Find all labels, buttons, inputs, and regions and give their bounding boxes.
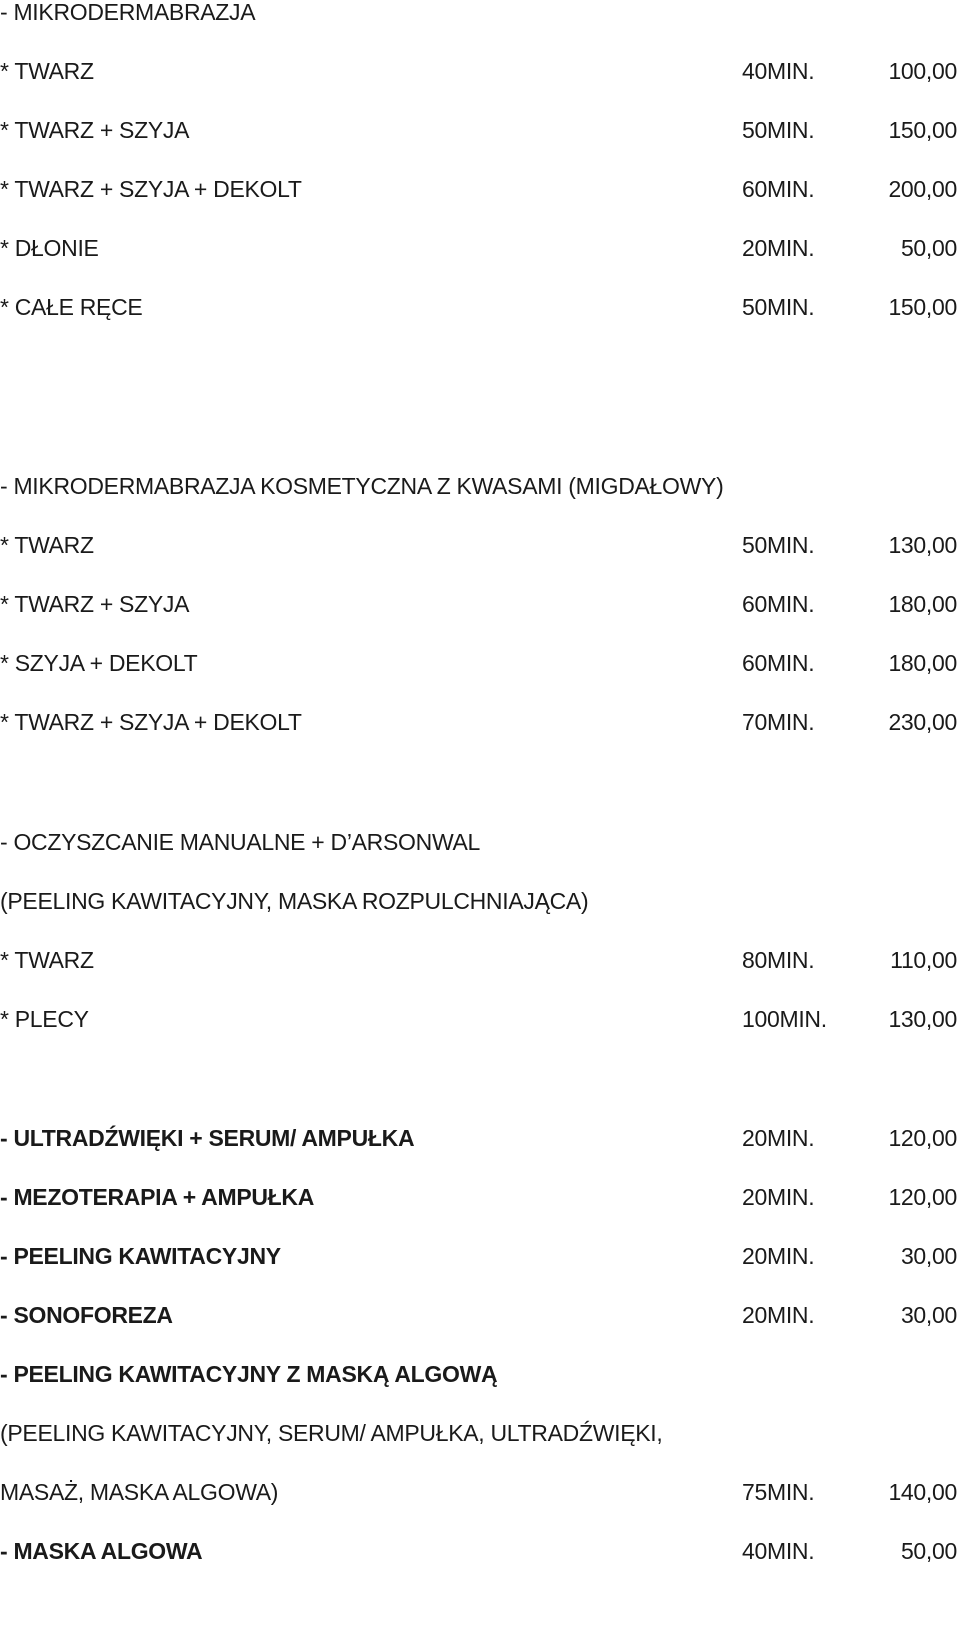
- duration: 20MIN.: [742, 1125, 815, 1151]
- duration: 40MIN.: [742, 1538, 815, 1564]
- price-row: [0, 1472, 960, 1512]
- treatment-label: * TWARZ: [0, 58, 94, 84]
- duration: 20MIN.: [742, 1302, 815, 1328]
- note-text: (PEELING KAWITACYJNY, SERUM/ AMPUŁKA, ULTRADŹWIĘKI,: [0, 1420, 663, 1446]
- price: 120,00: [888, 1184, 957, 1210]
- heading-text: - MIKRODERMABRAZJA: [0, 0, 256, 25]
- price-row: [0, 51, 960, 91]
- treatment-label: * TWARZ: [0, 532, 94, 558]
- section-heading-acid-microdermabrasion: [0, 466, 960, 506]
- section-heading-microdermabrasion: [0, 0, 960, 32]
- price-row: [0, 999, 960, 1039]
- price: 50,00: [900, 1538, 957, 1564]
- heading-text: - PEELING KAWITACYJNY Z MASKĄ ALGOWĄ: [0, 1361, 498, 1387]
- note-text: (PEELING KAWITACYJNY, MASKA ROZPULCHNIAJĄCA): [0, 888, 589, 914]
- price-row: [0, 1118, 960, 1158]
- duration: 50MIN.: [742, 294, 815, 320]
- price: 130,00: [888, 532, 957, 558]
- treatment-label: - ULTRADŹWIĘKI + SERUM/ AMPUŁKA: [0, 1125, 415, 1151]
- price-row: [0, 1531, 960, 1571]
- price-row: [0, 228, 960, 268]
- treatment-label: * TWARZ + SZYJA: [0, 591, 190, 617]
- price-row: [0, 940, 960, 980]
- treatment-label: - MASKA ALGOWA: [0, 1538, 203, 1564]
- price: 30,00: [900, 1243, 957, 1269]
- price: 50,00: [900, 235, 957, 261]
- price: 180,00: [888, 591, 957, 617]
- section-heading-manual-cleansing: [0, 822, 960, 862]
- price-row: [0, 643, 960, 683]
- duration: 70MIN.: [742, 709, 815, 735]
- duration: 60MIN.: [742, 176, 815, 202]
- duration: 60MIN.: [742, 650, 815, 676]
- treatment-label: - SONOFOREZA: [0, 1302, 173, 1328]
- treatment-label: * TWARZ + SZYJA + DEKOLT: [0, 176, 302, 202]
- price: 130,00: [888, 1006, 957, 1032]
- price: 200,00: [888, 176, 957, 202]
- note-text: MASAŻ, MASKA ALGOWA): [0, 1479, 279, 1505]
- price: 30,00: [900, 1302, 957, 1328]
- price-row: [0, 1236, 960, 1276]
- section-heading-algae-peeling: [0, 1354, 960, 1394]
- treatment-label: * TWARZ + SZYJA + DEKOLT: [0, 709, 302, 735]
- price-row: [0, 1295, 960, 1335]
- duration: 50MIN.: [742, 117, 815, 143]
- heading-text: - MIKRODERMABRAZJA KOSMETYCZNA Z KWASAMI (MIGDAŁOWY): [0, 473, 724, 499]
- section-note: [0, 1413, 960, 1453]
- duration: 60MIN.: [742, 591, 815, 617]
- price-row: [0, 169, 960, 209]
- price: 100,00: [888, 58, 957, 84]
- treatment-label: * CAŁE RĘCE: [0, 294, 143, 320]
- duration: 40MIN.: [742, 58, 815, 84]
- price: 120,00: [888, 1125, 957, 1151]
- price-row: [0, 110, 960, 150]
- duration: 20MIN.: [742, 235, 815, 261]
- price-row: [0, 702, 960, 742]
- price: 150,00: [888, 294, 957, 320]
- price-row: [0, 1177, 960, 1217]
- treatment-label: - MEZOTERAPIA + AMPUŁKA: [0, 1184, 315, 1210]
- duration: 100MIN.: [742, 1006, 827, 1032]
- duration: 20MIN.: [742, 1243, 815, 1269]
- duration: 50MIN.: [742, 532, 815, 558]
- price: 110,00: [890, 947, 957, 973]
- price-row: [0, 287, 960, 327]
- duration: 20MIN.: [742, 1184, 815, 1210]
- treatment-label: * PLECY: [0, 1006, 89, 1032]
- treatment-label: * TWARZ: [0, 947, 94, 973]
- price: 230,00: [888, 709, 957, 735]
- treatment-label: * SZYJA + DEKOLT: [0, 650, 198, 676]
- treatment-label: - PEELING KAWITACYJNY: [0, 1243, 281, 1269]
- treatment-label: * DŁONIE: [0, 235, 99, 261]
- price-row: [0, 525, 960, 565]
- price: 140,00: [888, 1479, 957, 1505]
- price-row: [0, 584, 960, 624]
- price: 180,00: [888, 650, 957, 676]
- section-note: [0, 881, 960, 921]
- heading-text: - OCZYSZCANIE MANUALNE + D’ARSONWAL: [0, 829, 481, 855]
- price: 150,00: [888, 117, 957, 143]
- duration: 75MIN.: [742, 1479, 815, 1505]
- treatment-label: * TWARZ + SZYJA: [0, 117, 190, 143]
- duration: 80MIN.: [742, 947, 815, 973]
